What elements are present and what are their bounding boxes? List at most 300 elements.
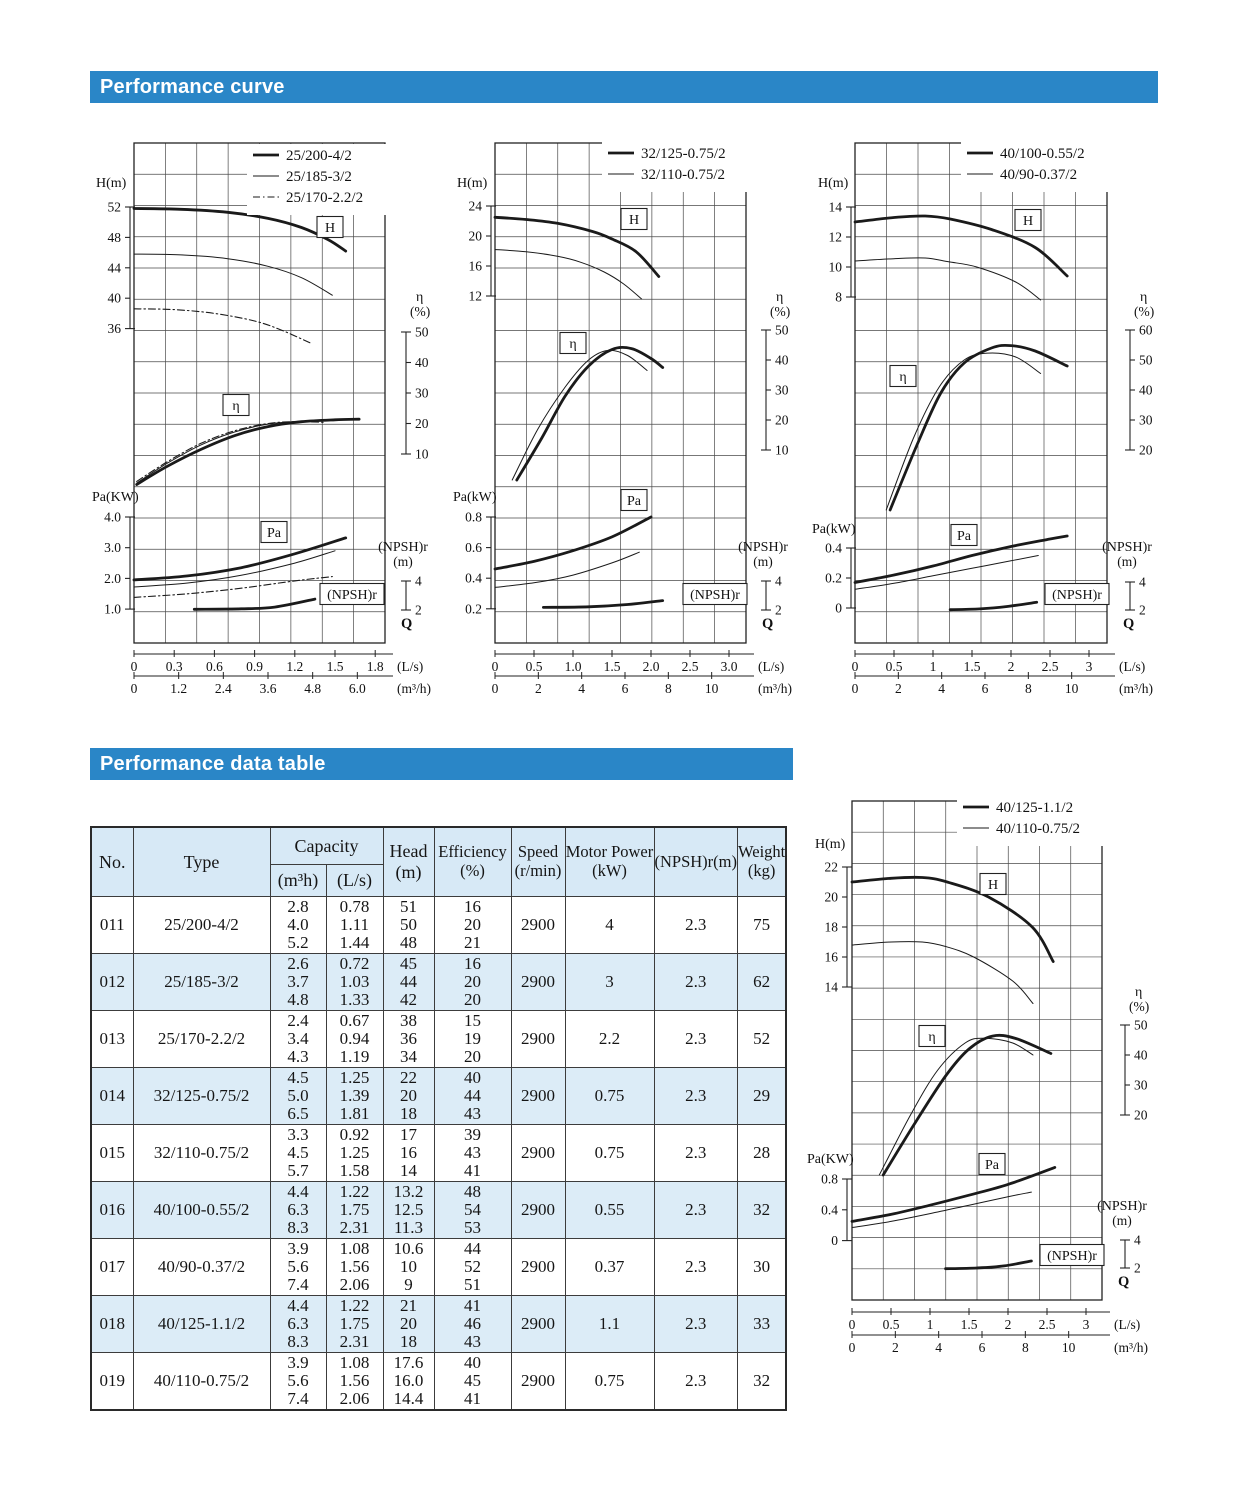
cell-speed: 2900 — [511, 1296, 565, 1353]
cell-npshr: 2.3 — [654, 897, 738, 954]
svg-text:2: 2 — [1004, 1317, 1012, 1332]
svg-text:3.6: 3.6 — [259, 681, 277, 696]
svg-text:Pa(KW): Pa(KW) — [92, 490, 139, 505]
svg-text:10: 10 — [775, 442, 789, 458]
svg-text:η: η — [899, 370, 907, 385]
svg-text:4: 4 — [1134, 1232, 1141, 1248]
cell-weight: 30 — [738, 1239, 787, 1296]
cell-weight: 32 — [738, 1353, 787, 1411]
svg-text:25/170-2.2/2: 25/170-2.2/2 — [286, 190, 364, 206]
cell-head: 45 44 42 — [383, 954, 434, 1011]
cell-head: 13.2 12.5 11.3 — [383, 1182, 434, 1239]
cell-type: 25/170-2.2/2 — [133, 1011, 270, 1068]
svg-text:0.5: 0.5 — [885, 659, 903, 674]
svg-text:3: 3 — [1085, 659, 1093, 674]
svg-text:2.5: 2.5 — [1041, 659, 1059, 674]
cell-head: 17.6 16.0 14.4 — [383, 1353, 434, 1411]
svg-text:52: 52 — [107, 199, 121, 215]
svg-text:(m³/h): (m³/h) — [397, 681, 432, 696]
svg-text:0.5: 0.5 — [525, 659, 543, 674]
performance-data-table — [90, 826, 787, 1411]
cell-head: 22 20 18 — [383, 1068, 434, 1125]
svg-text:Pa: Pa — [985, 1158, 999, 1173]
svg-text:0: 0 — [491, 681, 499, 696]
svg-text:16: 16 — [468, 258, 482, 274]
svg-text:20: 20 — [824, 889, 838, 905]
curve-h-thin — [134, 254, 332, 295]
cell-no: 012 — [91, 954, 133, 1011]
cell-motor-power: 0.75 — [565, 1353, 654, 1411]
svg-text:16: 16 — [824, 949, 838, 965]
col-header-motor-power: Motor Power (kW) — [565, 827, 654, 897]
svg-text:2.0: 2.0 — [642, 659, 660, 674]
svg-text:30: 30 — [415, 385, 429, 401]
cell-no: 019 — [91, 1353, 133, 1411]
svg-text:η: η — [776, 290, 784, 305]
svg-text:20: 20 — [775, 412, 789, 428]
cell-efficiency: 40 45 41 — [434, 1353, 511, 1411]
cell-no: 017 — [91, 1239, 133, 1296]
svg-text:Q: Q — [1123, 616, 1135, 632]
cell-motor-power: 4 — [565, 897, 654, 954]
svg-text:H(m): H(m) — [815, 837, 846, 852]
cell-capacity-m3h: 3.9 5.6 7.4 — [270, 1239, 326, 1296]
curve-pa-thin — [495, 552, 639, 587]
svg-text:0: 0 — [130, 681, 138, 696]
svg-text:(m³/h): (m³/h) — [1119, 681, 1154, 696]
svg-text:4: 4 — [935, 1340, 943, 1355]
svg-text:0.4: 0.4 — [821, 1202, 838, 1218]
svg-text:1.2: 1.2 — [286, 659, 304, 674]
svg-text:2: 2 — [1139, 602, 1146, 618]
svg-text:η: η — [232, 399, 240, 414]
svg-text:(%): (%) — [1134, 304, 1155, 319]
svg-text:(%): (%) — [410, 304, 431, 319]
cell-efficiency: 16 20 21 — [434, 897, 511, 954]
cell-speed: 2900 — [511, 1011, 565, 1068]
svg-text:Pa(kW): Pa(kW) — [453, 490, 497, 505]
curve-h-dashdot — [134, 309, 312, 344]
svg-text:10: 10 — [704, 681, 719, 696]
svg-text:H(m): H(m) — [457, 176, 488, 191]
svg-text:14: 14 — [828, 199, 842, 215]
svg-text:40: 40 — [415, 355, 429, 370]
cell-motor-power: 2.2 — [565, 1011, 654, 1068]
cell-no: 011 — [91, 897, 133, 954]
curve-npsh-thick — [950, 602, 1036, 609]
svg-text:η: η — [569, 337, 577, 352]
svg-text:0: 0 — [835, 600, 842, 616]
svg-text:2: 2 — [775, 602, 782, 618]
svg-text:(NPSH)r: (NPSH)r — [1102, 540, 1152, 555]
cell-speed: 2900 — [511, 954, 565, 1011]
svg-text:4: 4 — [578, 681, 586, 696]
svg-text:8: 8 — [1021, 1340, 1029, 1355]
cell-no: 013 — [91, 1011, 133, 1068]
cell-capacity-ls: 1.25 1.39 1.81 — [326, 1068, 383, 1125]
cell-efficiency: 44 52 51 — [434, 1239, 511, 1296]
svg-text:0: 0 — [848, 1340, 856, 1355]
svg-text:3.0: 3.0 — [104, 540, 121, 556]
cell-head: 17 16 14 — [383, 1125, 434, 1182]
svg-text:32/125-0.75/2: 32/125-0.75/2 — [641, 146, 726, 162]
svg-text:24: 24 — [468, 198, 482, 214]
performance-table-wrap — [90, 826, 787, 1411]
svg-text:(L/s): (L/s) — [397, 659, 424, 674]
cell-head: 38 36 34 — [383, 1011, 434, 1068]
cell-motor-power: 0.37 — [565, 1239, 654, 1296]
svg-text:4: 4 — [1139, 574, 1146, 590]
svg-text:(m): (m) — [1117, 554, 1137, 569]
curve-eta-thick — [890, 345, 1067, 510]
svg-text:0: 0 — [851, 681, 859, 696]
svg-text:44: 44 — [107, 260, 121, 276]
cell-no: 014 — [91, 1068, 133, 1125]
svg-text:6: 6 — [978, 1340, 986, 1355]
cell-capacity-ls: 0.67 0.94 1.19 — [326, 1011, 383, 1068]
curve-pa-dashdot — [134, 577, 332, 598]
svg-text:1.0: 1.0 — [564, 659, 582, 674]
section-title-performance-data-table: Performance data table — [90, 748, 793, 780]
cell-no: 015 — [91, 1125, 133, 1182]
table-row — [91, 1182, 786, 1239]
cell-npshr: 2.3 — [654, 1353, 738, 1411]
cell-motor-power: 0.75 — [565, 1068, 654, 1125]
svg-text:6: 6 — [981, 681, 989, 696]
cell-efficiency: 39 43 41 — [434, 1125, 511, 1182]
cell-capacity-ls: 1.22 1.75 2.31 — [326, 1296, 383, 1353]
svg-text:0.8: 0.8 — [465, 509, 482, 525]
curve-eta-thick — [137, 419, 359, 484]
svg-text:0.8: 0.8 — [821, 1171, 838, 1187]
svg-text:4.0: 4.0 — [104, 509, 121, 525]
cell-weight: 28 — [738, 1125, 787, 1182]
svg-text:2.5: 2.5 — [1038, 1317, 1056, 1332]
svg-text:20: 20 — [1139, 442, 1153, 458]
svg-text:(NPSH)r: (NPSH)r — [1097, 1199, 1147, 1214]
svg-text:(%): (%) — [770, 304, 791, 319]
table-row — [91, 954, 786, 1011]
svg-text:0.2: 0.2 — [465, 601, 482, 617]
cell-type: 25/185-3/2 — [133, 954, 270, 1011]
svg-text:8: 8 — [664, 681, 672, 696]
svg-text:η: η — [1135, 985, 1143, 1000]
svg-text:1.5: 1.5 — [603, 659, 621, 674]
curve-eta-thin — [512, 350, 647, 480]
cell-capacity-m3h: 4.4 6.3 8.3 — [270, 1296, 326, 1353]
cell-npshr: 2.3 — [654, 1296, 738, 1353]
curve-pa-thick — [134, 538, 346, 580]
svg-text:10: 10 — [415, 446, 429, 462]
cell-no: 018 — [91, 1296, 133, 1353]
cell-motor-power: 0.55 — [565, 1182, 654, 1239]
svg-text:1: 1 — [926, 1317, 934, 1332]
cell-motor-power: 0.75 — [565, 1125, 654, 1182]
svg-text:0.9: 0.9 — [246, 659, 264, 674]
cell-npshr: 2.3 — [654, 1239, 738, 1296]
svg-text:20: 20 — [1134, 1107, 1148, 1123]
svg-text:Pa(kW): Pa(kW) — [812, 522, 856, 537]
cell-efficiency: 48 54 53 — [434, 1182, 511, 1239]
svg-text:(m): (m) — [1112, 1213, 1132, 1228]
svg-text:30: 30 — [1134, 1077, 1148, 1093]
cell-capacity-ls: 1.22 1.75 2.31 — [326, 1182, 383, 1239]
cell-speed: 2900 — [511, 1182, 565, 1239]
svg-text:(%): (%) — [1129, 999, 1150, 1014]
svg-text:18: 18 — [824, 919, 838, 935]
cell-weight: 33 — [738, 1296, 787, 1353]
table-row — [91, 1353, 786, 1411]
svg-text:50: 50 — [1134, 1017, 1148, 1033]
cell-npshr: 2.3 — [654, 1011, 738, 1068]
svg-text:0.4: 0.4 — [825, 540, 842, 556]
cell-npshr: 2.3 — [654, 1125, 738, 1182]
cell-type: 40/125-1.1/2 — [133, 1296, 270, 1353]
svg-text:(m³/h): (m³/h) — [1114, 1340, 1149, 1355]
svg-text:50: 50 — [775, 322, 789, 338]
cell-capacity-m3h: 3.9 5.6 7.4 — [270, 1353, 326, 1411]
svg-text:0: 0 — [851, 659, 859, 674]
svg-text:1.0: 1.0 — [104, 601, 121, 617]
svg-text:0: 0 — [491, 659, 499, 674]
cell-speed: 2900 — [511, 1125, 565, 1182]
col-header-efficiency: Efficiency (%) — [434, 827, 511, 897]
cell-type: 40/90-0.37/2 — [133, 1239, 270, 1296]
cell-weight: 52 — [738, 1011, 787, 1068]
cell-speed: 2900 — [511, 1353, 565, 1411]
svg-text:1.5: 1.5 — [963, 659, 981, 674]
col-header-capacity-ls: (L/s) — [326, 865, 383, 897]
svg-text:40: 40 — [107, 290, 121, 306]
svg-text:Pa: Pa — [957, 529, 971, 544]
svg-text:η: η — [416, 290, 424, 305]
svg-text:3.0: 3.0 — [720, 659, 738, 674]
svg-text:(NPSH)r: (NPSH)r — [1047, 1249, 1097, 1264]
svg-text:2: 2 — [1007, 659, 1015, 674]
svg-text:40/125-1.1/2: 40/125-1.1/2 — [996, 800, 1074, 816]
cell-type: 40/100-0.55/2 — [133, 1182, 270, 1239]
curve-eta-thin — [879, 1038, 1033, 1175]
curve-h-thin — [852, 942, 1033, 1004]
svg-text:Pa: Pa — [267, 526, 281, 541]
svg-text:(NPSH)r: (NPSH)r — [1052, 588, 1102, 603]
svg-text:36: 36 — [107, 321, 121, 337]
svg-text:0.6: 0.6 — [205, 659, 223, 674]
svg-text:48: 48 — [107, 229, 121, 245]
curve-npsh-thick — [194, 599, 315, 609]
svg-text:10: 10 — [1061, 1340, 1076, 1355]
curve-pa-thin — [855, 556, 1038, 590]
svg-text:η: η — [928, 1030, 936, 1045]
performance-chart-c1 — [90, 135, 448, 715]
svg-text:40/110-0.75/2: 40/110-0.75/2 — [996, 821, 1081, 837]
svg-text:10: 10 — [828, 259, 842, 275]
svg-text:30: 30 — [1139, 412, 1153, 428]
svg-text:(m): (m) — [753, 554, 773, 569]
svg-text:30: 30 — [775, 382, 789, 398]
svg-text:12: 12 — [468, 288, 482, 304]
table-row — [91, 1125, 786, 1182]
svg-text:Pa: Pa — [627, 494, 641, 509]
cell-type: 25/200-4/2 — [133, 897, 270, 954]
curve-npsh-thick — [946, 1261, 1032, 1269]
svg-text:0: 0 — [848, 1317, 856, 1332]
cell-speed: 2900 — [511, 1068, 565, 1125]
svg-text:(L/s): (L/s) — [758, 659, 785, 674]
svg-text:0: 0 — [831, 1233, 838, 1249]
cell-speed: 2900 — [511, 1239, 565, 1296]
svg-text:H(m): H(m) — [818, 176, 849, 191]
table-row — [91, 1296, 786, 1353]
svg-text:60: 60 — [1139, 322, 1153, 338]
svg-text:4: 4 — [775, 573, 782, 589]
svg-text:50: 50 — [1139, 352, 1153, 368]
svg-text:2: 2 — [894, 681, 902, 696]
svg-text:8: 8 — [1024, 681, 1032, 696]
svg-text:12: 12 — [828, 229, 842, 245]
cell-type: 32/110-0.75/2 — [133, 1125, 270, 1182]
curve-eta-thick — [883, 1035, 1051, 1175]
curve-pa-thick — [495, 517, 651, 569]
svg-text:20: 20 — [415, 416, 429, 431]
svg-text:(m): (m) — [393, 554, 413, 569]
svg-text:Q: Q — [762, 616, 774, 632]
col-header-speed: Speed (r/min) — [511, 827, 565, 897]
cell-capacity-ls: 1.08 1.56 2.06 — [326, 1353, 383, 1411]
cell-type: 40/110-0.75/2 — [133, 1353, 270, 1411]
svg-text:40: 40 — [775, 352, 789, 368]
svg-text:1: 1 — [929, 659, 937, 674]
svg-text:2: 2 — [891, 1340, 899, 1355]
cell-capacity-m3h: 4.4 6.3 8.3 — [270, 1182, 326, 1239]
col-header-capacity: Capacity — [270, 827, 383, 865]
svg-text:2: 2 — [534, 681, 542, 696]
svg-text:Q: Q — [401, 616, 413, 632]
svg-text:1.8: 1.8 — [366, 659, 384, 674]
svg-text:25/185-3/2: 25/185-3/2 — [286, 169, 352, 185]
table-row — [91, 1239, 786, 1296]
svg-text:1.5: 1.5 — [960, 1317, 978, 1332]
curve-eta-thick — [517, 347, 663, 480]
cell-motor-power: 3 — [565, 954, 654, 1011]
svg-text:0.5: 0.5 — [882, 1317, 900, 1332]
curve-npsh-thick — [543, 601, 662, 608]
svg-text:H: H — [324, 221, 336, 236]
svg-text:32/110-0.75/2: 32/110-0.75/2 — [641, 167, 726, 183]
svg-text:40/100-0.55/2: 40/100-0.55/2 — [1000, 146, 1085, 162]
svg-text:3: 3 — [1082, 1317, 1090, 1332]
curve-eta-dashdot — [137, 422, 325, 482]
performance-chart-c2 — [450, 135, 808, 715]
svg-text:H: H — [1022, 214, 1034, 229]
svg-text:40: 40 — [1134, 1047, 1148, 1063]
cell-head: 21 20 18 — [383, 1296, 434, 1353]
svg-text:(L/s): (L/s) — [1119, 659, 1146, 674]
cell-npshr: 2.3 — [654, 1182, 738, 1239]
cell-head: 51 50 48 — [383, 897, 434, 954]
svg-text:(NPSH)r: (NPSH)r — [738, 540, 788, 555]
svg-text:1.2: 1.2 — [170, 681, 188, 696]
table-row — [91, 897, 786, 954]
svg-text:2.4: 2.4 — [214, 681, 232, 696]
svg-text:4: 4 — [938, 681, 946, 696]
svg-text:Pa(KW): Pa(KW) — [807, 1152, 854, 1167]
col-header-capacity-m3h: (m³h) — [270, 865, 326, 897]
svg-text:6: 6 — [621, 681, 629, 696]
curve-pa-thin — [852, 1192, 1031, 1227]
cell-npshr: 2.3 — [654, 954, 738, 1011]
svg-text:2: 2 — [1134, 1260, 1141, 1276]
table-row — [91, 1011, 786, 1068]
svg-text:(NPSH)r: (NPSH)r — [327, 588, 377, 603]
svg-text:H: H — [987, 878, 999, 893]
svg-text:10: 10 — [1064, 681, 1079, 696]
cell-motor-power: 1.1 — [565, 1296, 654, 1353]
svg-text:2.5: 2.5 — [681, 659, 699, 674]
svg-text:4: 4 — [415, 573, 422, 589]
svg-text:0: 0 — [130, 659, 138, 674]
svg-text:(NPSH)r: (NPSH)r — [690, 588, 740, 603]
cell-efficiency: 15 19 20 — [434, 1011, 511, 1068]
col-header-weight: Weight (kg) — [738, 827, 787, 897]
svg-text:2: 2 — [415, 602, 422, 618]
svg-text:Q: Q — [1118, 1274, 1130, 1290]
svg-text:40: 40 — [1139, 382, 1153, 398]
svg-text:1.5: 1.5 — [326, 659, 344, 674]
cell-capacity-ls: 0.92 1.25 1.58 — [326, 1125, 383, 1182]
svg-text:H: H — [628, 213, 640, 228]
col-header-head: Head (m) — [383, 827, 434, 897]
svg-text:H(m): H(m) — [96, 176, 127, 191]
cell-efficiency: 16 20 20 — [434, 954, 511, 1011]
col-header-npshr: (NPSH)r(m) — [654, 827, 738, 897]
cell-no: 016 — [91, 1182, 133, 1239]
svg-text:2.0: 2.0 — [104, 570, 121, 586]
cell-weight: 32 — [738, 1182, 787, 1239]
cell-capacity-ls: 0.72 1.03 1.33 — [326, 954, 383, 1011]
cell-speed: 2900 — [511, 897, 565, 954]
cell-capacity-m3h: 3.3 4.5 5.7 — [270, 1125, 326, 1182]
section-title-performance-curve: Performance curve — [90, 71, 1158, 103]
cell-head: 10.6 10 9 — [383, 1239, 434, 1296]
col-header-type: Type — [133, 827, 270, 897]
svg-text:4.8: 4.8 — [304, 681, 322, 696]
curve-h-thin — [495, 250, 642, 300]
cell-capacity-m3h: 4.5 5.0 6.5 — [270, 1068, 326, 1125]
svg-text:50: 50 — [415, 324, 429, 340]
cell-capacity-ls: 1.08 1.56 2.06 — [326, 1239, 383, 1296]
cell-efficiency: 41 46 43 — [434, 1296, 511, 1353]
svg-text:0.6: 0.6 — [465, 540, 482, 556]
cell-type: 32/125-0.75/2 — [133, 1068, 270, 1125]
svg-text:14: 14 — [824, 979, 838, 995]
svg-text:8: 8 — [835, 289, 842, 305]
svg-text:0.4: 0.4 — [465, 570, 482, 586]
cell-capacity-m3h: 2.4 3.4 4.3 — [270, 1011, 326, 1068]
svg-text:6.0: 6.0 — [348, 681, 366, 696]
col-header-no: No. — [91, 827, 133, 897]
table-row — [91, 1068, 786, 1125]
cell-weight: 75 — [738, 897, 787, 954]
cell-capacity-ls: 0.78 1.11 1.44 — [326, 897, 383, 954]
performance-chart-c3 — [812, 135, 1174, 715]
svg-text:22: 22 — [824, 859, 838, 875]
svg-text:(L/s): (L/s) — [1114, 1317, 1141, 1332]
cell-capacity-m3h: 2.6 3.7 4.8 — [270, 954, 326, 1011]
cell-weight: 29 — [738, 1068, 787, 1125]
svg-text:0.3: 0.3 — [165, 659, 183, 674]
performance-chart-c4 — [795, 793, 1207, 1368]
